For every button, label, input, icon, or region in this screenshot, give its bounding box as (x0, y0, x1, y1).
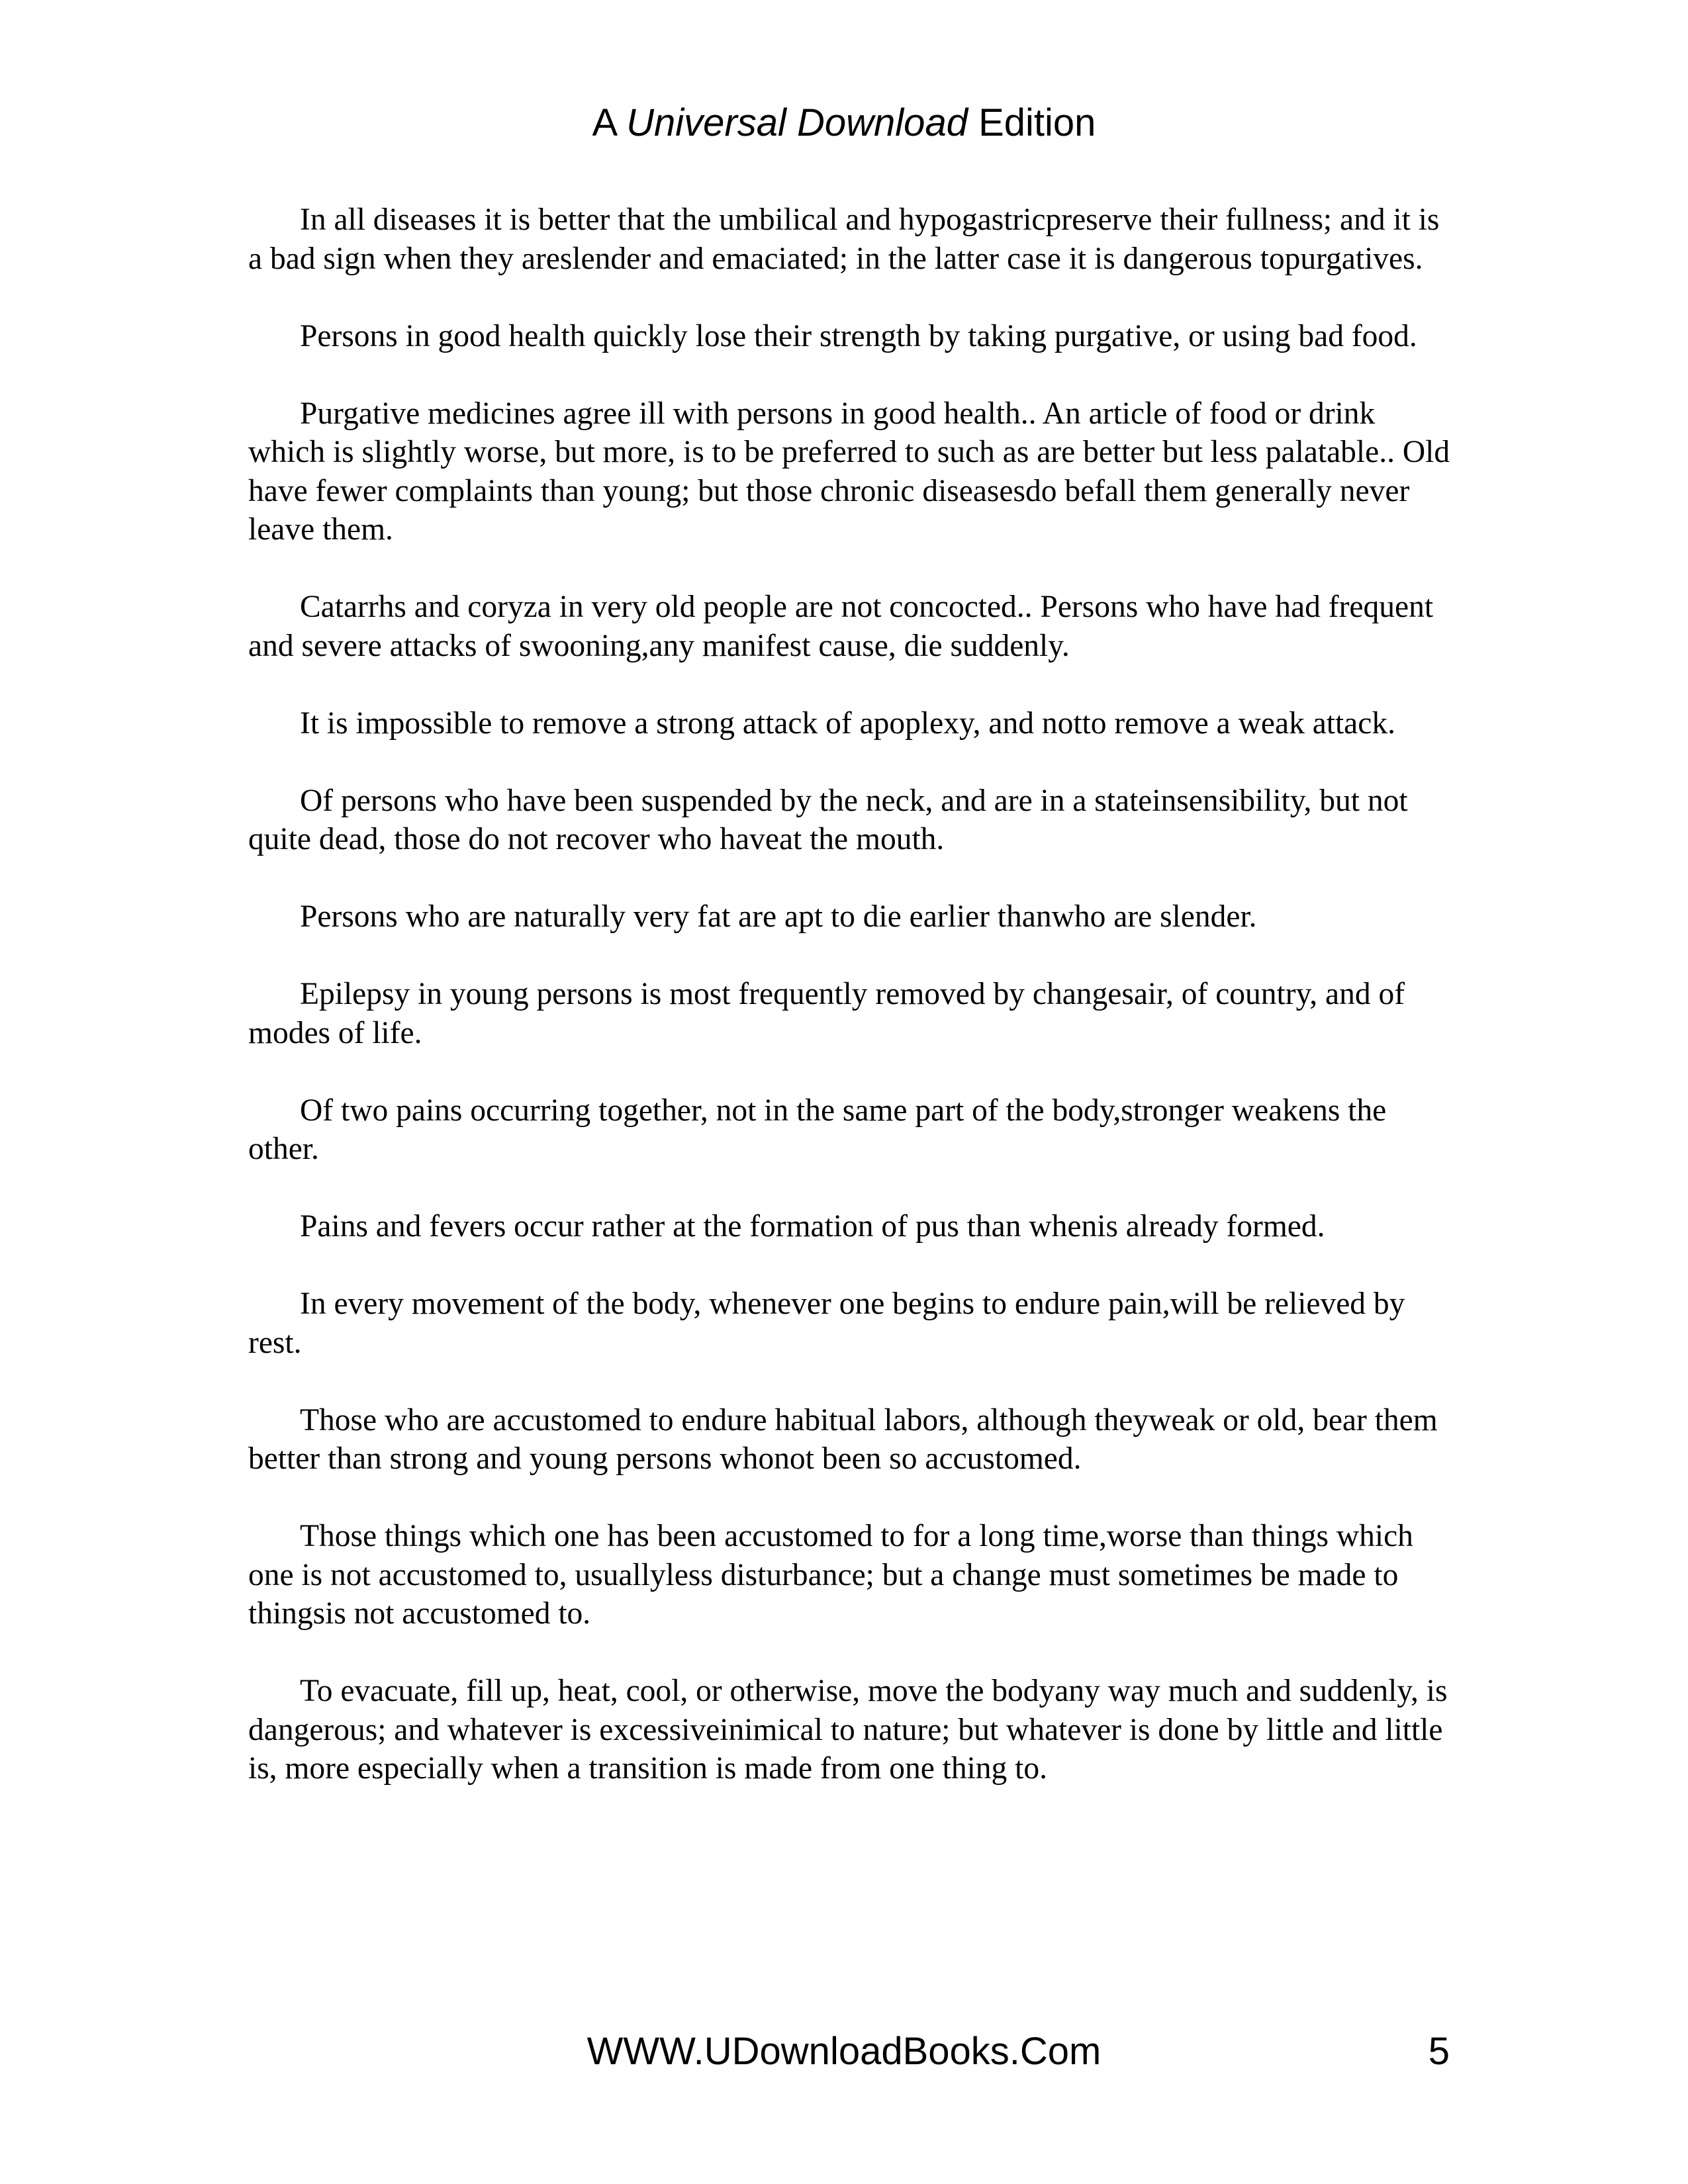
paragraph: It is impossible to remove a strong attack of apoplexy, and notto remove a weak attack. (300, 705, 1395, 741)
paragraph: Pains and fevers occur rather at the formation of pus than whenis already formed. (300, 1209, 1325, 1244)
page-number: 5 (1428, 2030, 1450, 2073)
footer-url: WWW.UDownloadBooks.Com (586, 2030, 1102, 2073)
header-prefix: A (592, 101, 627, 144)
paragraph: To evacuate, fill up, heat, cool, or otherwise, move the bodyany way much and suddenly, is dangerous; and whatever is excessiveinimical to nature; but whatever is done by little and little is, more especially when a transition is made from one thing to. (248, 1674, 1448, 1786)
paragraph: Purgative medicines agree ill with persons in good health.. An article of food or drink which is slightly worse, but more, is to be preferred to such as are better but less palatable.. Old have fewer complaints than young; but those chronic diseasesdo befall them generally never leave them. (248, 396, 1450, 547)
body-text (248, 201, 1453, 1827)
paragraph: Of persons who have been suspended by the neck, and are in a stateinsensibility, but not quite dead, those do not recover who haveat the mouth. (248, 783, 1408, 856)
paragraph: Catarrhs and coryza in very old people are not concocted.. Persons who have had frequent and severe attacks of swooning,any manifest cause, die suddenly. (248, 590, 1434, 663)
paragraph: Those things which one has been accustomed to for a long time,worse than things which one is not accustomed to, usuallyless disturbance; but a change must sometimes be made to thingsis not accustomed to. (248, 1519, 1413, 1631)
paragraph: Of two pains occurring together, not in the same part of the body,stronger weakens the other. (248, 1093, 1387, 1166)
header-emphasis: Universal Download (626, 101, 968, 144)
paragraph: Persons in good health quickly lose their strength by taking purgative, or using bad food. (300, 318, 1417, 353)
paragraph: In all diseases it is better that the umbilical and hypogastricpreserve their fullness; and it is a bad sign when they areslender and emaciated; in the latter case it is dangerous topurgatives. (248, 203, 1440, 276)
paragraph: Epilepsy in young persons is most frequently removed by changesair, of country, and of modes of life. (248, 977, 1405, 1050)
paragraph: Persons who are naturally very fat are apt to die earlier thanwho are slender. (300, 899, 1257, 934)
header-suffix: Edition (967, 101, 1096, 144)
paragraph: Those who are accustomed to endure habitual labors, although theyweak or old, bear them better than strong and young persons whonot been so accustomed. (248, 1402, 1438, 1476)
paragraph: In every movement of the body, whenever one begins to endure pain,will be relieved by rest. (248, 1287, 1405, 1360)
page-header (0, 97, 1688, 150)
